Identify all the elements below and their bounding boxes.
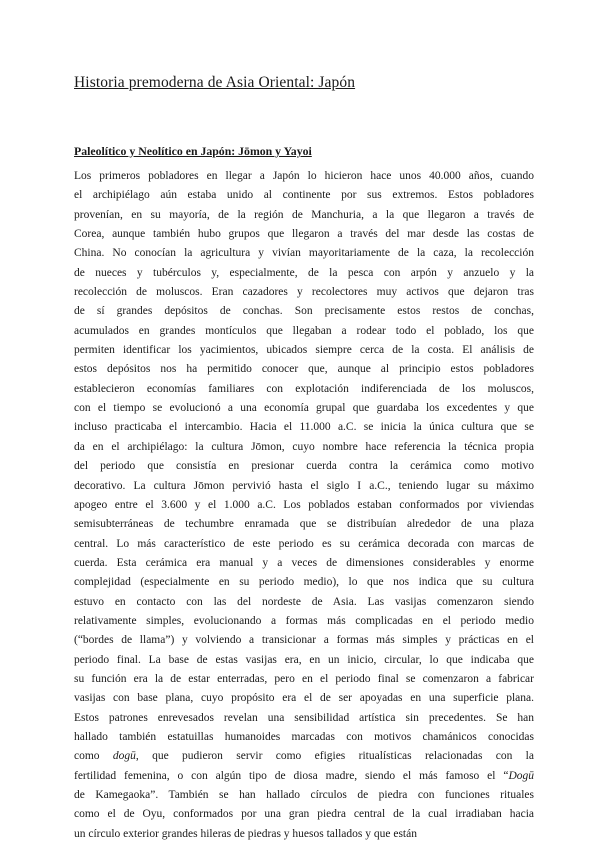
paragraph-line: de sí grandes depósitos de conchas. Son precisamente estos restos de conchas,: [74, 305, 534, 318]
paragraph-line: de Kamegaoka”. También se han hallado círculos de piedra con funciones rituales: [74, 789, 534, 801]
paragraph-line: del periodo que consistía en presionar cuerda contra la cerámica como motivo: [74, 460, 534, 473]
paragraph-line: un círculo exterior grandes hileras de piedras y huesos tallados y que están: [74, 827, 417, 840]
paragraph-line: Estos patrones enrevesados revelan una sensibilidad artística sin precedentes. Se han: [74, 711, 534, 724]
italic-term: Dogū: [508, 769, 534, 782]
document-title: Historia premoderna de Asia Oriental: Japón: [74, 74, 356, 91]
paragraph-line: Los primeros pobladores en llegar a Japón lo hicieron hace unos 40.000 años, cuando: [74, 170, 534, 182]
paragraph-line: periodo final. La base de estas vasijas era, en un inicio, circular, lo que indicaba que: [74, 653, 534, 666]
paragraph-line: estuvo en contacto con las del nordeste de Asia. Las vasijas comenzaron siendo: [74, 595, 534, 608]
paragraph-line: China. No conocían la agricultura y vivían mayoritariamente de la caza, la recolección: [74, 247, 534, 260]
paragraph-line: estos depósitos nos ha permitido conocer que, aunque al principio estos pobladores: [74, 363, 534, 376]
body-paragraph: [74, 167, 534, 844]
paragraph-line: fertilidad femenina, o con algún tipo de diosa madre, siendo el más famoso el “Dogū: [74, 769, 534, 782]
paragraph-line: da en el archipiélago: la cultura Jōmon, cuyo nombre hace referencia la técnica propia: [74, 440, 534, 453]
paragraph-line: cuerda. Esta cerámica era manual y a veces de dimensiones considerables y enorme: [74, 556, 534, 569]
paragraph-line: apogeo entre el 3.600 y el 1.000 a.C. Los poblados estaban conformados por viviendas: [74, 498, 534, 511]
paragraph-line: como dogū, que pudieron servir como efigies ritualísticas relacionadas con la: [74, 750, 534, 763]
paragraph-line: decorativo. La cultura Jōmon pervivió hasta el siglo I a.C., teniendo lugar su máximo: [74, 479, 534, 492]
paragraph-line: Corea, aunque también hubo grupos que llegaron a través del mar desde las costas de: [74, 228, 534, 241]
paragraph-line: complejidad (especialmente en su periodo medio), lo que nos indica que su cultura: [74, 576, 534, 589]
paragraph-line: semisubterráneas de techumbre enramada que se distribuían alrededor de una plaza: [74, 518, 534, 531]
paragraph-line: el archipiélago aún estaba unido al continente por sus extremos. Estos pobladores: [74, 189, 534, 202]
paragraph-line: hallado también estatuillas humanoides marcadas con motivos chamánicos conocidas: [74, 730, 534, 743]
italic-term: dogū: [112, 750, 136, 763]
paragraph-line: con el tiempo se evolucionó a una economía grupal que guardaba los excedentes y que: [74, 402, 534, 415]
section-heading: Paleolítico y Neolítico en Japón: Jōmon y Yayoi: [74, 144, 312, 158]
paragraph-line: (“bordes de llama”) y volviendo a transicionar a formas más simples y prácticas en el: [74, 634, 534, 647]
paragraph-line: relativamente simples, evolucionando a formas más complicadas en el periodo medio: [74, 614, 534, 627]
paragraph-line: como el de Oyu, conformados por una gran piedra central de la cual irradiaban hacia: [74, 808, 534, 821]
paragraph-line: permiten identificar los yacimientos, ubicados siempre cerca de la costa. El análisis de: [74, 344, 534, 357]
paragraph-line: vasijas con base plana, cuyo propósito era el de ser apoyadas en una superficie plana.: [74, 692, 534, 705]
paragraph-line: incluso practicaba el intercambio. Hacia el 11.000 a.C. se inicia la única cultura que se: [74, 421, 534, 434]
paragraph-line: establecieron economías familiares con explotación indiferenciada de los moluscos,: [74, 382, 534, 395]
paragraph-line: de nueces y tubérculos y, especialmente, de la pesca con arpón y anzuelo y la: [74, 266, 534, 279]
paragraph-line: recolección de moluscos. Eran cazadores y recolectores muy activos que dejaron tras: [74, 286, 534, 299]
paragraph-line: central. Lo más característico de este periodo es su cerámica decorada con marcas de: [74, 537, 534, 550]
paragraph-line: acumulados en grandes montículos que llegaban a rodear todo el poblado, los que: [74, 324, 534, 337]
paragraph-line: provenían, en su mayoría, de la región de Manchuria, a la que llegaron a través de: [74, 208, 534, 221]
paragraph-line: su función era la de estar enterradas, pero en el periodo final se comenzaron a fabricar: [74, 672, 534, 685]
